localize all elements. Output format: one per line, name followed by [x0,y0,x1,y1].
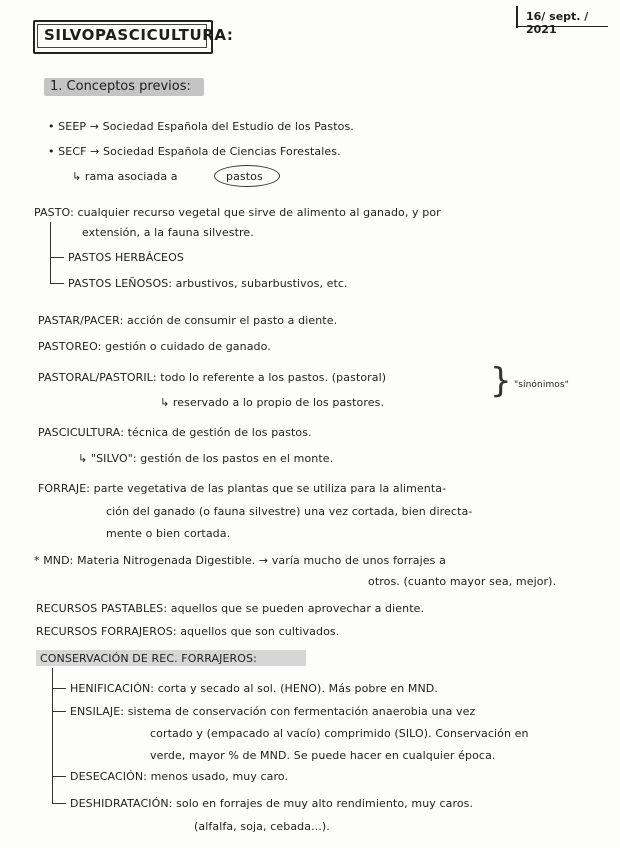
tree-branch-len [50,283,64,284]
def-recursos-forrajeros: RECURSOS FORRAJEROS: aquellos que son cultivados. [36,625,340,638]
page-title: SILVOPASCICULTURA: [44,26,234,44]
deshidratacion-1: DESHIDRATACIÓN: solo en forrajes de muy alto rendimiento, muy caros. [70,797,474,810]
tree-branch-desec [52,776,66,777]
def-pastar: PASTAR/PACER: acción de consumir el pasto a diente. [38,314,338,327]
synonym-brace: } [490,361,512,401]
tree-branch-henif [52,688,66,689]
tree-branch-herb [50,257,64,258]
tree-branch-deshid [52,803,66,804]
line-secf-oval: pastos [226,170,263,183]
def-mnd-2: otros. (cuanto mayor sea, mejor). [368,575,557,588]
page-date: 16/ sept. / 2021 [526,10,589,36]
def-recursos-pastables: RECURSOS PASTABLES: aquellos que se pueden aprovechar a diente. [36,602,425,615]
tree-branch-ensil [52,711,66,712]
henificacion: HENIFICACIÓN: corta y secado al sol. (HENO). Más pobre en MND. [70,682,438,695]
def-pasto-2: extensión, a la fauna silvestre. [82,226,254,239]
def-forraje-1: FORRAJE: parte vegetativa de las plantas que se utiliza para la alimenta- [38,482,447,495]
line-secf-sub: ↳ rama asociada a [72,170,178,183]
conservacion-heading: CONSERVACIÓN DE REC. FORRAJEROS: [40,652,257,665]
def-forraje-2: ción del ganado (o fauna silvestre) una vez cortada, bien directa- [106,505,473,518]
def-pastoreo: PASTOREO: gestión o cuidado de ganado. [38,340,271,353]
section-heading: 1. Conceptos previos: [50,79,191,94]
def-pastoral: PASTORAL/PASTORIL: todo lo referente a los pastos. (pastoral) [38,371,387,384]
sinonimos-note: "sinónimos" [514,380,569,390]
def-mnd-1: * MND: Materia Nitrogenada Digestible. → varía mucho de unos forrajes a [34,554,446,567]
def-pascicultura: PASCICULTURA: técnica de gestión de los pastos. [38,426,312,439]
def-pasto-1: PASTO: cualquier recurso vegetal que sirve de alimento al ganado, y por [34,206,441,219]
ensilaje-1: ENSILAJE: sistema de conservación con fermentación anaerobia una vez [70,705,476,718]
pastos-herbaceos: PASTOS HERBÁCEOS [68,251,184,264]
pastos-lenosos: PASTOS LEÑOSOS: arbustivos, subarbustivos, etc. [68,277,348,290]
def-pastoral-sub: ↳ reservado a lo propio de los pastores. [160,396,385,409]
line-secf: • SECF → Sociedad Española de Ciencias Forestales. [48,145,341,158]
ensilaje-3: verde, mayor % de MND. Se puede hacer en cualquier época. [150,749,496,762]
deshidratacion-2: (alfalfa, soja, cebada...). [194,820,330,833]
def-forraje-3: mente o bien cortada. [106,527,231,540]
line-seep: • SEEP → Sociedad Española del Estudio de los Pastos. [48,120,354,133]
ensilaje-2: cortado y (empacado al vacío) comprimido (SILO). Conservación en [150,727,529,740]
tree-line-pasto [50,222,51,284]
def-pascicultura-sub: ↳ "SILVO": gestión de los pastos en el monte. [78,452,334,465]
desecacion: DESECACIÓN: menos usado, muy caro. [70,770,289,783]
